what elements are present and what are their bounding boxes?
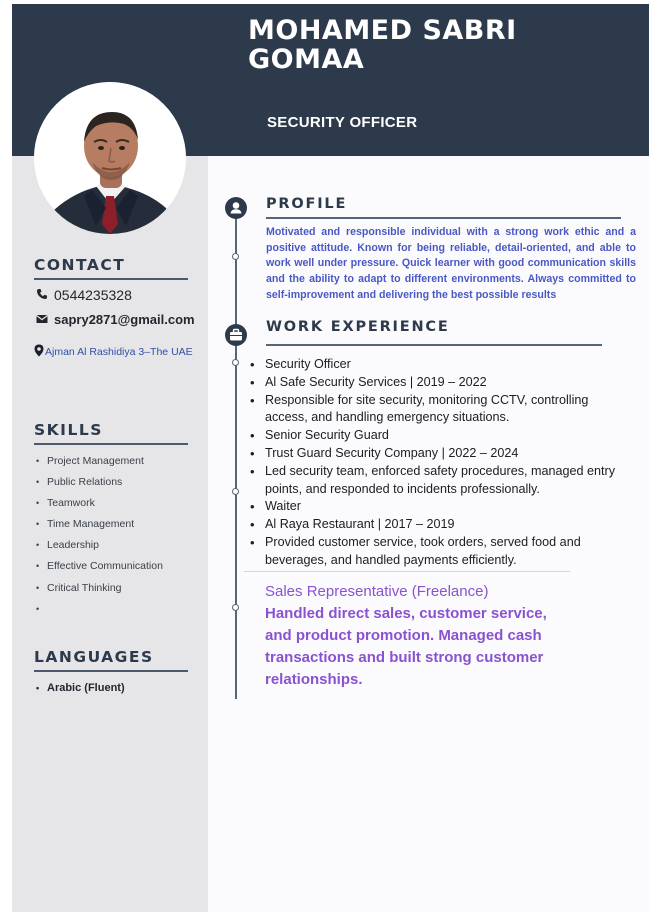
email-address: sapry2871@gmail.com <box>54 312 195 327</box>
name-line-1: MOHAMED SABRI <box>248 15 517 46</box>
freelance-block <box>265 581 565 691</box>
envelope-icon <box>34 312 50 327</box>
skill-item: • Project Management <box>34 455 163 476</box>
person-icon <box>225 197 247 219</box>
languages-list <box>34 682 125 703</box>
email-row[interactable] <box>34 312 195 327</box>
skills-heading: SKILLS <box>34 421 103 439</box>
skills-rule <box>34 443 188 445</box>
work-item: • Al Safe Security Services | 2019 – 2022 <box>248 374 628 392</box>
work-item: • Security Officer <box>248 356 628 374</box>
phone-row[interactable] <box>34 287 132 303</box>
work-item: • Al Raya Restaurant | 2017 – 2019 <box>248 516 628 534</box>
languages-rule <box>34 670 188 672</box>
skill-item: • Time Management <box>34 518 163 539</box>
languages-heading: LANGUAGES <box>34 648 154 666</box>
work-experience-rule <box>266 344 602 346</box>
timeline-line <box>235 204 237 699</box>
timeline-dot <box>232 488 239 495</box>
name-line-2: GOMAA <box>248 44 365 75</box>
skill-item: • Critical Thinking <box>34 582 163 603</box>
work-item: • Waiter <box>248 498 628 516</box>
work-experience-heading: WORK EXPERIENCE <box>266 319 450 335</box>
contact-heading: CONTACT <box>34 256 126 274</box>
skill-item: • Public Relations <box>34 476 163 497</box>
briefcase-icon <box>225 324 247 346</box>
skill-item: • Leadership <box>34 539 163 560</box>
contact-rule <box>34 278 188 280</box>
profile-heading: PROFILE <box>266 196 348 212</box>
candidate-name <box>248 16 628 74</box>
work-item: • Senior Security Guard <box>248 427 628 445</box>
language-item: • Arabic (Fluent) <box>34 682 125 703</box>
profile-rule <box>266 217 621 219</box>
phone-number: 0544235328 <box>54 287 132 303</box>
timeline-dot <box>232 253 239 260</box>
address-row[interactable] <box>34 344 193 360</box>
freelance-title: Sales Representative (Freelance) <box>265 583 489 600</box>
skills-list <box>34 455 163 624</box>
resume-page <box>12 4 649 912</box>
job-title: SECURITY OFFICER <box>267 114 418 131</box>
work-item: • Trust Guard Security Company | 2022 – 2024 <box>248 445 628 463</box>
work-item: • Responsible for site security, monitoring CCTV, controlling access, and handling emergency situations. <box>248 392 628 428</box>
work-item: • Led security team, enforced safety procedures, managed entry points, and responded to incidents professionally. <box>248 463 628 499</box>
work-item: • Provided customer service, took orders, served food and beverages, and handled payments efficiently. <box>248 534 628 570</box>
skill-item: • Effective Communication <box>34 560 163 581</box>
portrait-photo <box>34 82 186 234</box>
address-text: Ajman Al Rashidiya 3–The UAE <box>45 346 193 358</box>
location-pin-icon <box>34 344 44 360</box>
timeline-dot <box>232 359 239 366</box>
skill-item: • Teamwork <box>34 497 163 518</box>
timeline-dot <box>232 604 239 611</box>
skill-item-empty <box>34 603 163 624</box>
work-divider <box>244 571 570 572</box>
freelance-description: Handled direct sales, customer service, and product promotion. Managed cash transactions and built strong customer relationships. <box>265 604 547 688</box>
phone-icon <box>34 287 50 303</box>
work-experience-list <box>248 356 628 570</box>
profile-summary: Motivated and responsible individual with a strong work ethic and a positive attitude. Known for being reliable, detail-oriented, and able to work well under pressure. Quick learner with good communication skills and the ability to adapt to different environments. Always committed to self-improvement and delivering the best possible results <box>266 226 636 301</box>
